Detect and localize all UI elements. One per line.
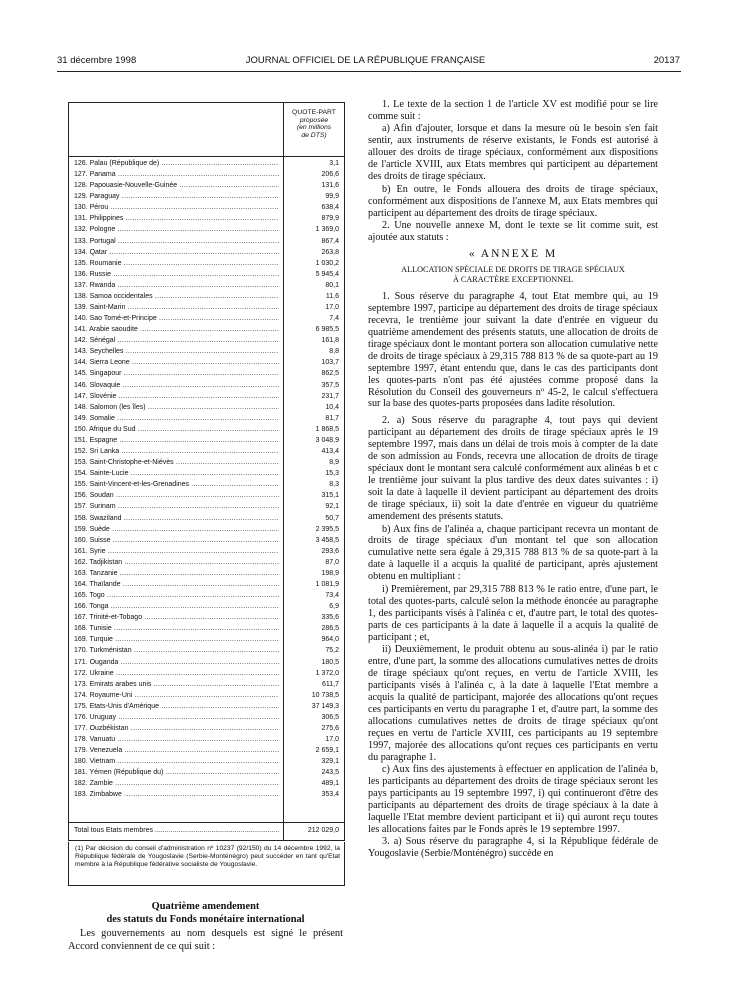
country-name: 152. Sri Lanka ..... bbox=[74, 446, 279, 457]
table-row bbox=[69, 712, 344, 723]
table-row bbox=[69, 535, 344, 546]
table-row bbox=[69, 202, 344, 213]
quota-value: 1 369,0 bbox=[315, 226, 339, 234]
table-row bbox=[69, 579, 344, 590]
quota-value: 335,6 bbox=[321, 614, 339, 622]
quota-value: 99,9 bbox=[325, 193, 339, 201]
table-header-rule bbox=[69, 156, 344, 157]
left-heading bbox=[68, 901, 343, 926]
table-row bbox=[69, 413, 344, 424]
table-row bbox=[69, 734, 344, 745]
country-name: 131. Philippines ..... bbox=[74, 213, 279, 224]
right-paragraph-11: 3. a) Sous réserve du paragraphe 4, si la République fédérale de Yougoslavie (Serbie/Monténégro) succède en bbox=[368, 836, 658, 860]
quota-value: 1 372,0 bbox=[315, 669, 339, 677]
quota-value: 243,5 bbox=[321, 769, 339, 777]
table-row bbox=[69, 623, 344, 634]
country-name: 183. Zimbabwe ..... bbox=[74, 789, 279, 800]
right-paragraph-10: c) Aux fins des ajustements à effectuer en application de l'alinéa b, les participants au département des droits de tirage spéciaux seront les pays participants au 19 septembre 1997, i) qui continueront d'être des participants au département des droits de tirage spéciaux à la date à laquelle l'Etat membre devient participant et ii) qui auront reçu toutes les allocations faites par le Fonds après le 19 septembre 1997. bbox=[368, 764, 658, 835]
country-name: 160. Suisse ..... bbox=[74, 535, 279, 546]
table-row bbox=[69, 590, 344, 601]
quota-value: 8,8 bbox=[329, 348, 339, 356]
country-name: 158. Swaziland ..... bbox=[74, 513, 279, 524]
country-name: 134. Qatar ..... bbox=[74, 247, 279, 258]
country-name: 137. Rwanda ..... bbox=[74, 280, 279, 291]
table-row bbox=[69, 479, 344, 490]
quota-value: 15,3 bbox=[325, 470, 339, 478]
quota-value: 8,9 bbox=[329, 459, 339, 467]
left-heading-line-1: Quatrième amendement bbox=[151, 901, 260, 912]
table-row bbox=[69, 313, 344, 324]
quota-value: 6 985,5 bbox=[315, 326, 339, 334]
header-journal-title: JOURNAL OFFICIEL DE LA RÉPUBLIQUE FRANÇAISE bbox=[245, 55, 486, 66]
table-row bbox=[69, 269, 344, 280]
quota-value: 11,6 bbox=[325, 292, 339, 300]
quota-value: 161,8 bbox=[321, 337, 339, 345]
country-name: 143. Seychelles ..... bbox=[74, 346, 279, 357]
quota-value: 73,4 bbox=[325, 592, 339, 600]
quota-value: 964,0 bbox=[321, 636, 339, 644]
country-name: 180. Vietnam ..... bbox=[74, 756, 279, 767]
country-name: 136. Russie ..... bbox=[74, 269, 279, 280]
table-row bbox=[69, 180, 344, 191]
table-row bbox=[69, 158, 344, 169]
quota-value: 7,4 bbox=[329, 315, 339, 323]
table-row bbox=[69, 612, 344, 623]
country-name: 167. Trinité-et-Tobago ..... bbox=[74, 612, 279, 623]
table-row bbox=[69, 645, 344, 656]
country-name: 149. Somalie ..... bbox=[74, 413, 279, 424]
quota-value: 357,5 bbox=[321, 381, 339, 389]
country-name: 176. Uruguay ..... bbox=[74, 712, 279, 723]
table-row bbox=[69, 634, 344, 645]
quota-value: 231,7 bbox=[321, 392, 339, 400]
right-column bbox=[368, 99, 658, 860]
right-paragraph-5: 1. Sous réserve du paragraphe 4, tout Etat membre qui, au 19 septembre 1997, participe au département des droits de tirage spéciaux recevra, le trentième jour suivant la date d'entrée en vigueur du quatrième amendement des présents statuts, une allocation de droits de tirage spéciaux dont le montant portera son allocation cumulative nette de droits de tirage spéciaux à 29,315 788 813 % de sa quote-part au 19 septembre 1997, étant entendu que, dans le cas des participants dont les quotes-parts n'ont pas été ajustées comme proposé dans la Résolution du Conseil des gouverneurs nº 45-2, le calcul s'effectuera sur la base des quotes-parts proposées dans ladite résolution. bbox=[368, 290, 658, 410]
country-name: 173. Emirats arabes unis ..... bbox=[74, 679, 279, 690]
table-row bbox=[69, 468, 344, 479]
table-row bbox=[69, 446, 344, 457]
right-paragraph-2: a) Afin d'ajouter, lorsque et dans la mesure où le besoin s'en fait sentir, aux instruments de réserve existants, le Fonds est autorisé à allouer des droits de tirage spéciaux, conformément aux dispositions de l'article XVIII, aux Etats membres qui participent au département des droits de tirage spéciaux. bbox=[368, 123, 658, 183]
table-row bbox=[69, 601, 344, 612]
quota-table bbox=[68, 102, 345, 841]
country-name: 157. Surinam ..... bbox=[74, 501, 279, 512]
right-paragraph-4: 2. Une nouvelle annexe M, dont le texte se lit comme suit, est ajoutée aux statuts : bbox=[368, 220, 658, 243]
country-name: 166. Tonga ..... bbox=[74, 601, 279, 612]
quota-value: 315,1 bbox=[321, 492, 339, 500]
table-row bbox=[69, 657, 344, 668]
table-row bbox=[69, 402, 344, 413]
col-head-line-2: proposée bbox=[299, 116, 329, 124]
country-name: 140. Sao Tomé-et-Principe ..... bbox=[74, 313, 279, 324]
country-name: 127. Panama ..... bbox=[74, 169, 279, 180]
country-name: 141. Arabie saoudite ..... bbox=[74, 324, 279, 335]
table-row bbox=[69, 213, 344, 224]
country-name: 168. Tunisie ..... bbox=[74, 623, 279, 634]
country-name: 169. Turquie ..... bbox=[74, 634, 279, 645]
footnote-text: (1) Par décision du conseil d'administration nº 10237 (92/150) du 14 décembre 1992, la République fédérale de Yougoslavie (Serbie-Monténégro) peut succéder en tant qu'Etat membre à la République fédérative socialiste de Yougoslavie. bbox=[75, 845, 340, 869]
table-row bbox=[69, 357, 344, 368]
country-name: 174. Royaume-Uni ..... bbox=[74, 690, 279, 701]
quota-value: 263,8 bbox=[321, 248, 339, 256]
country-name: 150. Afrique du Sud ..... bbox=[74, 424, 279, 435]
country-name: 163. Tanzanie ..... bbox=[74, 568, 279, 579]
table-row bbox=[69, 368, 344, 379]
quota-value: 75,2 bbox=[325, 647, 339, 655]
page-header bbox=[0, 55, 731, 69]
country-name: 148. Salomon (les îles) ..... bbox=[74, 402, 279, 413]
quota-value: 1 030,2 bbox=[315, 259, 339, 267]
quota-value: 353,4 bbox=[321, 791, 339, 799]
quota-value: 638,4 bbox=[321, 204, 339, 212]
quota-value: 17,0 bbox=[325, 736, 339, 744]
quota-value: 206,6 bbox=[321, 171, 339, 179]
table-row bbox=[69, 767, 344, 778]
quota-value: 2 395,5 bbox=[315, 525, 339, 533]
table-row bbox=[69, 346, 344, 357]
table-footnote bbox=[68, 842, 345, 886]
right-paragraph-8: i) Premièrement, par 29,315 788 813 % le ratio entre, d'une part, le total des quotes-parts, calculé selon la méthode énoncée au paragraphe 1, des participants visés à l'alinéa c et, d'autre part, le total des quotes-parts de ces participants à la date à laquelle il a acquis la qualité de participant ; et, bbox=[368, 583, 658, 643]
table-row bbox=[69, 224, 344, 235]
table-row bbox=[69, 546, 344, 557]
header-rule bbox=[57, 71, 681, 72]
table-row bbox=[69, 324, 344, 335]
country-name: 135. Roumanie ..... bbox=[74, 258, 279, 269]
table-row bbox=[69, 258, 344, 269]
table-row bbox=[69, 789, 344, 800]
total-value: 212 029,0 bbox=[307, 827, 339, 834]
country-name: 133. Portugal ..... bbox=[74, 236, 279, 247]
annex-subtitle-line-1: ALLOCATION SPÉCIALE DE DROITS DE TIRAGE SPÉCIAUX bbox=[401, 264, 625, 274]
country-name: 177. Ouzbékistan ..... bbox=[74, 723, 279, 734]
table-total-rule bbox=[69, 822, 344, 823]
quota-value: 103,7 bbox=[321, 359, 339, 367]
table-row bbox=[69, 424, 344, 435]
quota-value: 489,1 bbox=[321, 780, 339, 788]
table-row bbox=[69, 568, 344, 579]
table-row bbox=[69, 701, 344, 712]
table-row bbox=[69, 723, 344, 734]
country-name: 178. Vanuatu ..... bbox=[74, 734, 279, 745]
country-name: 138. Samoa occidentales ..... bbox=[74, 291, 279, 302]
country-name: 165. Togo ..... bbox=[74, 590, 279, 601]
country-name: 147. Slovénie ..... bbox=[74, 391, 279, 402]
country-name: 144. Sierra Leone ..... bbox=[74, 357, 279, 368]
country-name: 159. Suède ..... bbox=[74, 524, 279, 535]
country-name: 181. Yémen (République du) ..... bbox=[74, 767, 279, 778]
left-body-text: Les gouvernements au nom desquels est signé le présent Accord conviennent de ce qui suit : bbox=[68, 928, 343, 952]
country-name: 151. Espagne ..... bbox=[74, 435, 279, 446]
table-row bbox=[69, 557, 344, 568]
table-row bbox=[69, 524, 344, 535]
table-row bbox=[69, 435, 344, 446]
country-name: 155. Saint-Vincent-et-les-Grenadines ..... bbox=[74, 479, 279, 490]
country-name: 171. Ouganda ..... bbox=[74, 657, 279, 668]
col-head-line-4: de DTS) bbox=[301, 131, 327, 139]
country-name: 146. Slovaquie ..... bbox=[74, 380, 279, 391]
right-paragraph-9: ii) Deuxièmement, le produit obtenu au sous-alinéa i) par le ratio entre, d'une part, la somme des allocations cumulatives nettes de droits de tirage spéciaux qu'ont reçues, en vertu de l'article XVIII, les participants visés à l'alinéa c, à la date à laquelle l'Etat membre a acquis la qualité de participant, majorée des allocations qu'ont reçues ces participants en vertu du paragraphe 1 et, d'autre part, la somme des allocations cumulatives nettes de droits de tirage spéciaux qu'ont reçues en vertu de l'article XVIII, ces participants au 19 septembre 1997, majorée des allocations qu'ont reçues ces participants en vertu du paragraphe 1. bbox=[368, 644, 658, 763]
total-label: Total tous Etats membres ..... bbox=[74, 824, 279, 838]
quota-value: 2 659,1 bbox=[315, 747, 339, 755]
quota-value: 879,9 bbox=[321, 215, 339, 223]
country-name: 126. Palau (République de) ..... bbox=[74, 158, 279, 169]
quota-value: 329,1 bbox=[321, 758, 339, 766]
country-name: 130. Pérou ..... bbox=[74, 202, 279, 213]
table-row bbox=[69, 490, 344, 501]
quota-value: 81,7 bbox=[325, 414, 339, 422]
table-row bbox=[69, 236, 344, 247]
quota-value: 293,6 bbox=[321, 547, 339, 555]
quota-value: 131,6 bbox=[321, 182, 339, 190]
annex-subtitle-line-2: À CARACTÈRE EXCEPTIONNEL bbox=[452, 275, 574, 285]
country-name: 172. Ukraine ..... bbox=[74, 668, 279, 679]
quota-value: 275,6 bbox=[321, 724, 339, 732]
quota-value: 611,7 bbox=[322, 680, 339, 688]
country-name: 139. Saint-Marin ..... bbox=[74, 302, 279, 313]
quota-value: 50,7 bbox=[325, 514, 339, 522]
table-row bbox=[69, 280, 344, 291]
right-paragraph-3: b) En outre, le Fonds allouera des droits de tirage spéciaux, conformément aux dispositions de l'annexe M, aux Etats membres qui participent au département des droits de tirage spéciaux. bbox=[368, 183, 658, 219]
table-row bbox=[69, 169, 344, 180]
country-name: 154. Sainte-Lucie ..... bbox=[74, 468, 279, 479]
table-row bbox=[69, 778, 344, 789]
quota-value: 306,5 bbox=[321, 713, 339, 721]
quota-value: 286,5 bbox=[321, 625, 339, 633]
table-row bbox=[69, 247, 344, 258]
col-head-line-1: QUOTE-PART bbox=[292, 109, 336, 116]
table-rows bbox=[69, 158, 344, 801]
country-name: 182. Zambie ..... bbox=[74, 778, 279, 789]
table-row bbox=[69, 690, 344, 701]
country-name: 128. Papouasie-Nouvelle-Guinée ..... bbox=[74, 180, 279, 191]
table-row bbox=[69, 501, 344, 512]
country-name: 129. Paraguay ..... bbox=[74, 191, 279, 202]
quota-value: 180,5 bbox=[321, 658, 339, 666]
quota-value: 867,4 bbox=[321, 237, 339, 245]
country-name: 132. Pologne ..... bbox=[74, 224, 279, 235]
quota-value: 5 945,4 bbox=[315, 270, 339, 278]
quota-value: 413,4 bbox=[321, 448, 339, 456]
quota-value: 10,4 bbox=[325, 403, 339, 411]
quota-value: 3 048,9 bbox=[315, 436, 339, 444]
table-row bbox=[69, 668, 344, 679]
right-paragraph-1: 1. Le texte de la section 1 de l'article XV est modifié pour se lire comme suit : bbox=[368, 99, 658, 122]
quota-value: 8,3 bbox=[329, 481, 339, 489]
country-name: 162. Tadjikistan ..... bbox=[74, 557, 279, 568]
quota-value: 80,1 bbox=[325, 281, 339, 289]
quota-value: 6,9 bbox=[329, 603, 339, 611]
quota-value: 87,0 bbox=[325, 558, 339, 566]
quota-value: 1 081,9 bbox=[315, 580, 339, 588]
right-paragraph-7: b) Aux fins de l'alinéa a, chaque participant recevra un montant de droits de tirage spéciaux d'un montant tel que son allocation cumulative nette sera égale à 29,315 788 813 % de sa quote-part à la date à laquelle il a acquis la qualité de participant, après ajustement obtenu en multipliant : bbox=[368, 523, 658, 583]
country-name: 175. Etats-Unis d'Amérique ..... bbox=[74, 701, 279, 712]
table-row bbox=[69, 756, 344, 767]
table-row bbox=[69, 745, 344, 756]
table-row bbox=[69, 380, 344, 391]
annex-subtitle bbox=[368, 265, 658, 286]
annex-title: « ANNEXE M bbox=[468, 247, 558, 260]
left-heading-line-2: des statuts du Fonds monétaire international bbox=[106, 913, 305, 925]
table-row bbox=[69, 191, 344, 202]
quota-value: 862,5 bbox=[321, 370, 339, 378]
header-page-number: 20137 bbox=[653, 55, 680, 66]
table-row bbox=[69, 513, 344, 524]
right-paragraph-6: 2. a) Sous réserve du paragraphe 4, tout pays qui devient participant au département des droits de tirage spéciaux après le 19 septembre 1997, mais dans un délai de trois mois à compter de la date de son admission au Fonds, recevra une allocation de droits de tirage spéciaux dont le montant sera calculé conformément aux alinéas b et c le trentième jour suivant la plus tardive des deux dates suivantes : i) soit la date à laquelle il devient participant au département des droits de tirage spéciaux, ii) soit la date d'entrée en vigueur du quatrième amendement des présents statuts. bbox=[368, 415, 658, 523]
quota-value: 37 149,3 bbox=[311, 702, 339, 710]
col-head-line-3: (en millions bbox=[296, 124, 332, 131]
country-name: 145. Singapour ..... bbox=[74, 368, 279, 379]
country-name: 179. Venezuela ..... bbox=[74, 745, 279, 756]
table-row bbox=[69, 291, 344, 302]
header-date: 31 décembre 1998 bbox=[57, 55, 137, 66]
table-column-header bbox=[284, 109, 344, 139]
quota-value: 1 868,5 bbox=[315, 425, 339, 433]
table-row bbox=[69, 457, 344, 468]
table-total-row bbox=[69, 824, 344, 838]
quota-value: 3,1 bbox=[329, 160, 339, 167]
country-name: 156. Soudan ..... bbox=[74, 490, 279, 501]
quota-value: 17,0 bbox=[325, 304, 339, 312]
country-name: 142. Sénégal ..... bbox=[74, 335, 279, 346]
country-name: 164. Thaïlande ..... bbox=[74, 579, 279, 590]
country-name: 170. Turkménistan ..... bbox=[74, 645, 279, 656]
country-name: 153. Saint-Christophe-et-Niévès ..... bbox=[74, 457, 279, 468]
table-row bbox=[69, 335, 344, 346]
table-row bbox=[69, 679, 344, 690]
quota-value: 10 738,5 bbox=[311, 691, 339, 699]
country-name: 161. Syrie ..... bbox=[74, 546, 279, 557]
quota-value: 92,1 bbox=[325, 503, 339, 511]
quota-value: 198,9 bbox=[321, 569, 339, 577]
quota-value: 3 458,5 bbox=[315, 536, 339, 544]
table-row bbox=[69, 391, 344, 402]
table-row bbox=[69, 302, 344, 313]
